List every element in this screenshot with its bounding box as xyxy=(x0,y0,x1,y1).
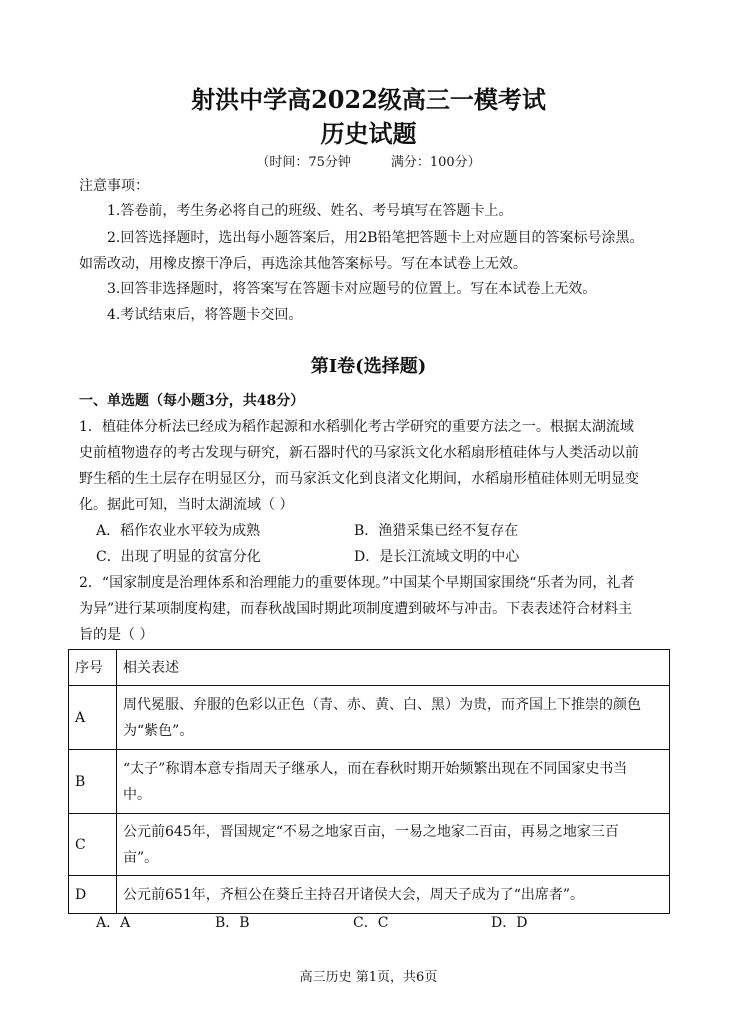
q1-option-a[interactable]: A．稻作农业水平较为成熟 xyxy=(96,523,261,539)
table-row-text-line1: 公元前651年，齐桓公在葵丘主持召开诸侯大会，周天子成为了“出席者”。 xyxy=(123,886,585,903)
exam-score: 满分：100分） xyxy=(390,155,481,170)
table-header-row xyxy=(69,650,670,686)
q1-line1: 1．植硅体分析法已经成为稻作起源和水稻驯化考古学研究的重要方法之一。根据太湖流域 xyxy=(79,419,634,435)
table-row-text-line2: 为“紫色”。 xyxy=(123,722,194,739)
table-row-text xyxy=(117,750,670,814)
q2-line1: 2．“国家制度是治理体系和治理能力的重要体现。”中国某个早期国家围绕“乐者为同，礼者 xyxy=(79,575,635,591)
table-row-text-line1: 公元前645年，晋国规定“不易之地家百亩，一易之地家二百亩，再易之地家三百 xyxy=(123,823,619,840)
table-row-text xyxy=(117,686,670,750)
notice-item-3: 3.回答非选择题时，将答案写在答题卡对应题号的位置上。写在本试卷上无效。 xyxy=(107,281,597,297)
table-row-id: A xyxy=(69,686,117,750)
notice-item-2-line2: 如需改动，用橡皮擦干净后，再选涂其他答案标号。写在本试卷上无效。 xyxy=(79,256,527,272)
page-footer: 高三历史 第1页，共6页 xyxy=(299,970,438,985)
table-row-text-line1: 周代冕服、弁服的色彩以正色（青、赤、黄、白、黑）为贵，而齐国上下推崇的颜色 xyxy=(123,696,641,713)
exam-subtitle: 历史试题 xyxy=(320,119,417,148)
exam-time-score xyxy=(0,151,737,170)
table-row-text-line2: 亩”。 xyxy=(123,849,159,866)
exam-title: 射洪中学高2022级高三一模考试 xyxy=(191,85,546,114)
notice-item-4: 4.考试结束后，将答题卡交回。 xyxy=(107,307,303,323)
notice-heading: 注意事项： xyxy=(79,178,149,194)
notice-item-2-line1: 2.回答选择题时，选出每小题答案后，用2B铅笔把答题卡上对应题目的答案标号涂黑。 xyxy=(107,230,644,246)
notice-item-1: 1.答卷前，考生务必将自己的班级、姓名、考号填写在答题卡上。 xyxy=(107,203,513,219)
q2-option-a[interactable]: A．A xyxy=(96,915,131,931)
q2-line3: 旨的是（ ） xyxy=(79,627,154,643)
table-row-text xyxy=(117,876,670,914)
table-row xyxy=(69,876,670,914)
table-row-text-line2: 中。 xyxy=(123,786,151,803)
part-heading: 一、单选题（每小题3分，共48分） xyxy=(79,393,305,409)
table-row-text-line1: “太子”称谓本意专指周天子继承人，而在春秋时期开始频繁出现在不同国家史书当 xyxy=(123,760,628,777)
table-row-id: C xyxy=(69,814,117,876)
q2-option-c[interactable]: C．C xyxy=(353,915,389,931)
table-row xyxy=(69,814,670,876)
q1-option-b[interactable]: B．渔猎采集已经不复存在 xyxy=(354,523,519,539)
table-row-id: D xyxy=(69,876,117,914)
q1-line2: 史前植物遗存的考古发现与研究，新石器时代的马家浜文化水稻扇形植硅体与人类活动以前 xyxy=(79,445,639,461)
q1-line4: 化。据此可知，当时太湖流域（ ） xyxy=(79,497,294,513)
table-row xyxy=(69,686,670,750)
table-row xyxy=(69,750,670,814)
section-title: 第I卷(选择题) xyxy=(310,356,427,377)
table-row-text xyxy=(117,814,670,876)
q1-line3: 野生稻的生土层存在明显区分，而马家浜文化到良渚文化期间，水稻扇形植硅体则无明显变 xyxy=(79,471,639,487)
q2-table xyxy=(68,649,670,914)
table-row-id: B xyxy=(69,750,117,814)
q2-option-d[interactable]: D．D xyxy=(491,915,528,931)
table-header-col1: 序号 xyxy=(69,650,117,686)
exam-time: （时间：75分钟 xyxy=(256,155,351,170)
table-header-col2: 相关表述 xyxy=(117,650,670,686)
q1-option-c[interactable]: C．出现了明显的贫富分化 xyxy=(96,549,261,565)
q2-line2: 为异”进行某项制度构建，而春秋战国时期此项制度遭到破坏与冲击。下表表述符合材料主 xyxy=(79,601,633,617)
q1-option-d[interactable]: D．是长江流域文明的中心 xyxy=(354,549,520,565)
q2-option-b[interactable]: B．B xyxy=(215,915,250,931)
